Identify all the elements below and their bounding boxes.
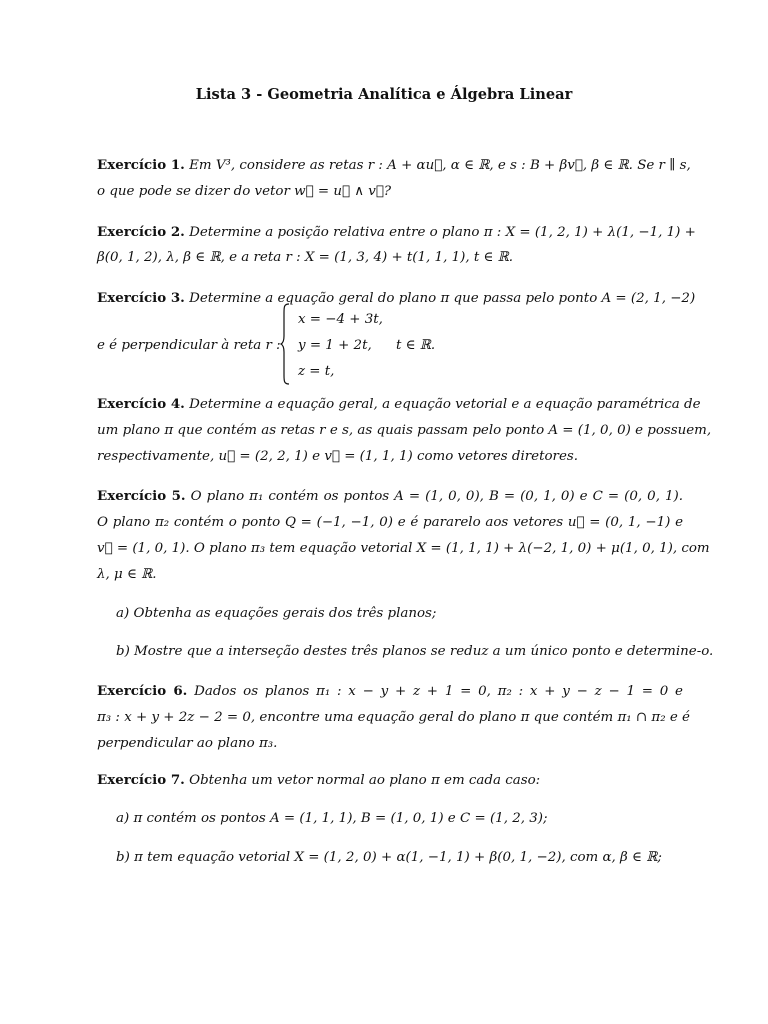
exercise-1-text-2: o que pode se dizer do vetor w⃗ = u⃗ ∧ v⃗? (97, 184, 392, 199)
document-title: Lista 3 - Geometria Analítica e Álgebra Linear (195, 86, 573, 103)
exercise-3-line-1 (97, 289, 696, 308)
exercise-3-system-z: z = t, (298, 364, 335, 379)
exercise-1-label: Exercício 1. (97, 157, 185, 173)
exercise-3-system-x: x = −4 + 3t, (298, 312, 383, 327)
exercise-6-text-1: Dados os planos π₁ : x − y + z + 1 = 0, π₂ : x + y − z − 1 = 0 e (194, 684, 683, 699)
exercise-7-line-1 (97, 771, 683, 790)
exercise-5-label: Exercício 5. (97, 488, 186, 504)
exercise-4-text-1: Determine a equação geral, a equação vetorial e a equação paramétrica de (189, 397, 701, 412)
exercise-4-label: Exercício 4. (97, 396, 185, 412)
exercise-7-label: Exercício 7. (97, 772, 185, 788)
exercise-2-text-2: β(0, 1, 2), λ, β ∈ ℝ, e a reta r : X = (1, 3, 4) + t(1, 1, 1), t ∈ ℝ. (97, 250, 514, 265)
exercise-5-text-2: O plano π₂ contém o ponto Q = (−1, −1, 0) e é pararelo aos vetores u⃗ = (0, 1, −1) e (97, 515, 683, 530)
exercise-7-item-b: b) π tem equação vetorial X = (1, 2, 0) + α(1, −1, 1) + β(0, 1, −2), com α, β ∈ ℝ; (116, 850, 662, 865)
exercise-3-text-1: Determine a equação geral do plano π que passa pelo ponto A = (2, 1, −2) (189, 291, 696, 306)
exercise-5-text-4: λ, μ ∈ ℝ. (97, 567, 157, 582)
exercise-3-system-condition: t ∈ ℝ. (396, 338, 436, 353)
exercise-6-text-3: perpendicular ao plano π₃. (97, 736, 278, 751)
exercise-2-text-1: Determine a posição relativa entre o plano π : X = (1, 2, 1) + λ(1, −1, 1) + (189, 225, 696, 240)
exercise-7-text-1: Obtenha um vetor normal ao plano π em cada caso: (189, 773, 541, 788)
exercise-4-text-3: respectivamente, u⃗ = (2, 2, 1) e v⃗ = (1, 1, 1) como vetores diretores. (97, 449, 578, 464)
exercise-2-label: Exercício 2. (97, 224, 185, 240)
exercise-3-system-lead: e é perpendicular à reta r : (97, 338, 281, 353)
exercise-1-text-1: Em V³, considere as retas r : A + αu⃗, α ∈ ℝ, e s : B + βv⃗, β ∈ ℝ. Se r ∥ s, (189, 158, 691, 173)
exercise-6-label: Exercício 6. (97, 683, 188, 699)
exercise-3-system-y: y = 1 + 2t, (298, 338, 372, 353)
exercise-6-text-2: π₃ : x + y + 2z − 2 = 0, encontre uma equação geral do plano π que contém π₁ ∩ π₂ e é (97, 710, 690, 725)
exercise-5-item-a: a) Obtenha as equações gerais dos três planos; (116, 606, 437, 621)
exercise-4-line-1 (97, 395, 701, 414)
exercise-7-item-a: a) π contém os pontos A = (1, 1, 1), B = (1, 0, 1) e C = (1, 2, 3); (116, 811, 548, 826)
exercise-5-line-1 (97, 487, 683, 506)
exercise-6-line-1 (97, 682, 683, 701)
left-brace-icon (280, 303, 290, 385)
exercise-5-item-b: b) Mostre que a interseção destes três planos se reduz a um único ponto e determine-o. (116, 644, 714, 659)
exercise-1-line-1 (97, 156, 691, 175)
exercise-2-line-1 (97, 223, 696, 242)
exercise-3-label: Exercício 3. (97, 290, 185, 306)
exercise-4-text-2: um plano π que contém as retas r e s, as quais passam pelo ponto A = (1, 0, 0) e possuem, (97, 423, 712, 438)
exercise-5-text-3: v⃗ = (1, 0, 1). O plano π₃ tem equação vetorial X = (1, 1, 1) + λ(−2, 1, 0) + μ(1, 0, 1), com (97, 541, 710, 556)
exercise-5-text-1: O plano π₁ contém os pontos A = (1, 0, 0), B = (0, 1, 0) e C = (0, 0, 1). (190, 489, 683, 504)
